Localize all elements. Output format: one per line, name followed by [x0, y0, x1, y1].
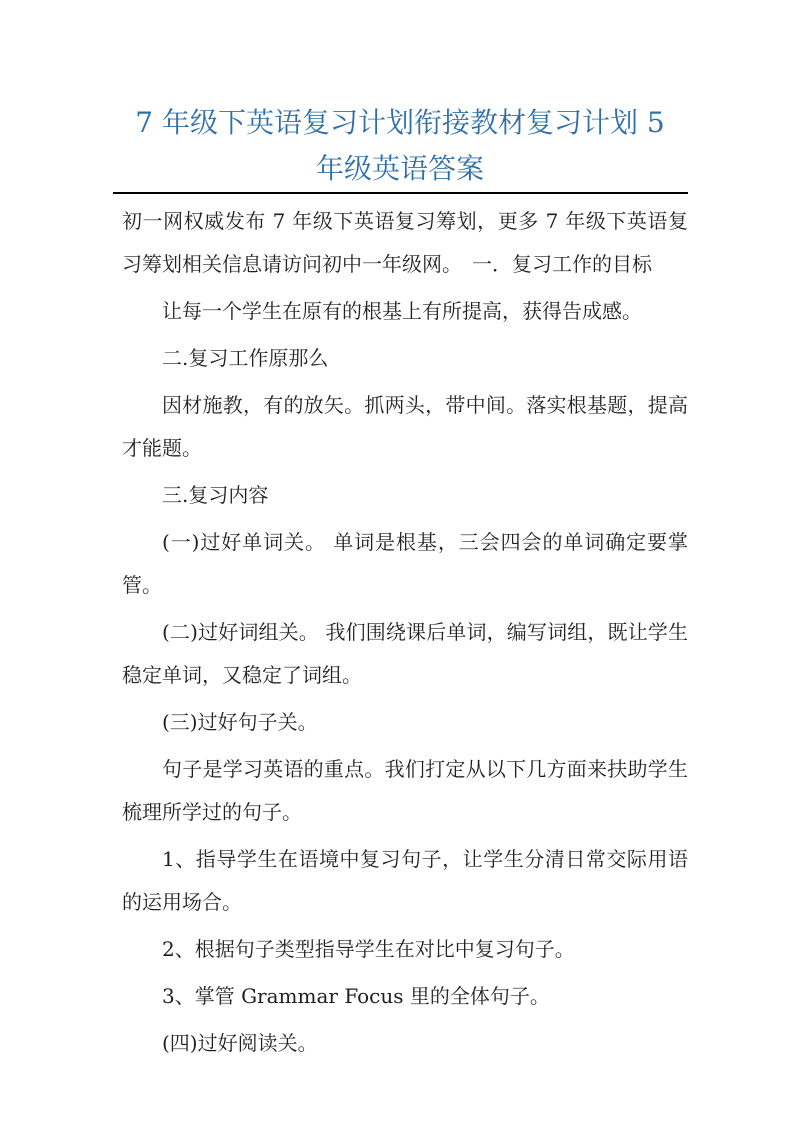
- document-title: [100, 100, 700, 192]
- body-paragraph: 二.复习工作原那么: [162, 346, 329, 370]
- body-paragraph: (四)过好阅读关。: [162, 1031, 318, 1055]
- body-paragraph: 因材施教，有的放矢。抓两头，带中间。落实根基题，提高才能题。: [122, 393, 688, 460]
- body-paragraph: 初一网权威发布 7 年级下英语复习筹划，更多 7 年级下英语复习筹划相关信息请访问初中一年级网。 一．复习工作的目标: [122, 209, 688, 276]
- body-paragraph: 2、根据句子类型指导学生在对比中复习句子。: [162, 937, 575, 961]
- title-line-1: 7 年级下英语复习计划衔接教材复习计划 5: [135, 106, 665, 139]
- body-paragraph: (一)过好单词关。 单词是根基，三会四会的单词确定要掌管。: [122, 530, 688, 597]
- body-paragraph: 句子是学习英语的重点。我们打定从以下几方面来扶助学生梳理所学过的句子。: [122, 757, 688, 824]
- body-paragraph: 三.复习内容: [162, 483, 269, 507]
- body-paragraph: 1、指导学生在语境中复习句子，让学生分清日常交际用语的运用场合。: [122, 847, 688, 914]
- body-paragraph: 3、掌管 Grammar Focus 里的全体句子。: [162, 984, 550, 1008]
- body-paragraph: (二)过好词组关。 我们围绕课后单词，编写词组，既让学生稳定单词，又稳定了词组。: [122, 620, 688, 687]
- body-paragraph: 让每一个学生在原有的根基上有所提高，获得告成感。: [162, 299, 642, 323]
- title-divider: [113, 192, 688, 194]
- title-line-2: 年级英语答案: [315, 152, 484, 185]
- document-body: [122, 200, 688, 1069]
- body-paragraph: (三)过好句子关。: [162, 710, 318, 734]
